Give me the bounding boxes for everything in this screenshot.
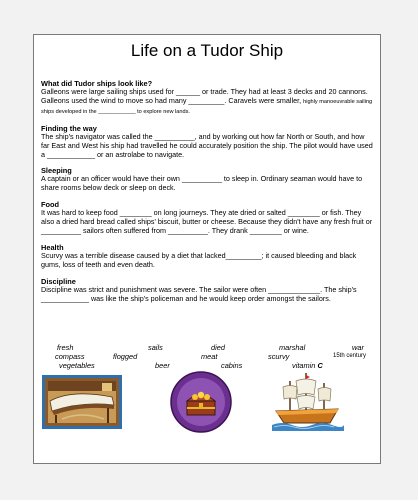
worksheet-content — [41, 79, 374, 311]
word-bank-item: flogged — [113, 352, 138, 361]
word-bank-item: vitamin C — [292, 361, 323, 370]
section-text: The ship's navigator was called the __________, and by working out how far North or South, and how far East and West his ship had travelled he could accurately position the ship. The pilot would have used a ____________ or an astrolabe to navigate. — [41, 131, 373, 159]
section-health — [41, 243, 374, 270]
section-text: Discipline was strict and punishment was severe. The sailor were often _____________. The ship's ____________ was like the ship's policeman and he would keep order amongst the sailors. — [41, 284, 357, 303]
section-text: A captain or an officer would have their own __________ to sleep in. Ordinary seaman would have to share rooms below deck or sleep on deck. — [41, 174, 363, 193]
word-bank-item: meat — [201, 352, 218, 361]
section-heading: Sleeping — [41, 166, 72, 176]
word-bank-item: sails — [148, 343, 163, 352]
word-bank-item: 15th century — [333, 353, 367, 359]
cabin-bunk-picture — [42, 375, 122, 429]
word-bank-item: war — [352, 343, 364, 352]
section-heading: Finding the way — [41, 123, 97, 133]
word-bank-item: compass — [55, 352, 85, 361]
word-bank-item: scurvy — [268, 352, 290, 361]
word-bank-item: died — [211, 343, 225, 352]
page-title: Life on a Tudor Ship — [130, 41, 284, 60]
section-text: Scurvy was a terrible disease caused by a diet that lacked_________; it caused bleeding and black gums, loss of teeth and even death. — [41, 250, 357, 269]
galleon-picture — [270, 369, 344, 435]
word-bank-item: vegetables — [59, 361, 95, 370]
section-heading: Health — [41, 242, 64, 252]
word-bank-item: cabins — [221, 361, 243, 370]
treasure-chest-picture — [170, 371, 232, 433]
word-bank-item: fresh — [57, 343, 74, 352]
word-bank-item: beer — [155, 361, 170, 370]
section-text: Galleons were large sailing ships used for ______ or trade. They had at least 3 decks and 20 cannons. Galleons used the wind to move so had many _________. Caravels were smaller, highly manoeuvrable sailing ships developed in the ____________ to explore new lands. — [41, 87, 373, 115]
section-text: It was hard to keep food ________ on long journeys. They ate dried or salted ________ or fish. They also a dried hard bread called ships' biscuit, butter or cheese. Because they didn't have any fresh fruit or __________ sailors often suffered from __________. They drank ________ or wine. — [41, 208, 373, 236]
small-print-text: highly manoeuvrable sailing ships developed in the ____________ to explore new lands. — [41, 98, 373, 115]
section-discipline — [41, 277, 374, 304]
section-finding-the-way — [41, 124, 374, 160]
section-ship-appearance — [41, 79, 374, 117]
section-food — [41, 200, 374, 236]
section-heading: Food — [41, 200, 60, 210]
section-heading: Discipline — [41, 276, 76, 286]
word-bank-item: marshal — [279, 343, 306, 352]
section-heading: What did Tudor ships look like? — [41, 79, 153, 88]
section-sleeping — [41, 166, 374, 193]
worksheet-page — [33, 34, 381, 464]
